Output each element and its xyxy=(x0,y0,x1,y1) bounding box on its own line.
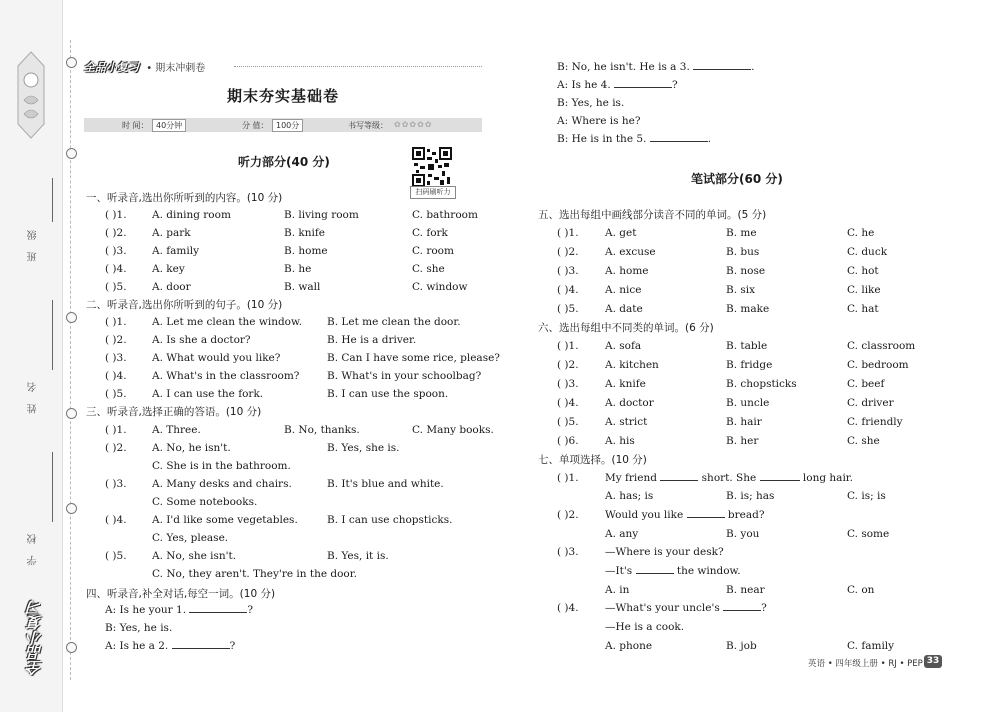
exam-info-bar xyxy=(84,118,482,132)
option-a: A. What's in the classroom? xyxy=(152,370,300,382)
question-stem: —What's your uncle's ? xyxy=(605,602,767,614)
option-c: C. bedroom xyxy=(847,359,909,371)
brand-logo: 全品小复习 xyxy=(26,600,44,675)
qr-caption: 扫码刷听力 xyxy=(410,186,456,199)
option-c: C. driver xyxy=(847,397,894,409)
option-a: A. any xyxy=(605,528,639,540)
writing-grade-stars: ✿✿✿✿✿ xyxy=(394,120,433,129)
option-b: B. wall xyxy=(284,281,321,293)
question-number: ( )1. xyxy=(557,340,579,352)
option-c: C. Yes, please. xyxy=(152,532,229,544)
binding-hole xyxy=(66,503,77,514)
option-b: B. bus xyxy=(726,246,760,258)
qr-code-icon xyxy=(412,147,452,187)
option-c: C. she xyxy=(412,263,445,275)
option-a: A. strict xyxy=(605,416,648,428)
option-b: B. What's in your schoolbag? xyxy=(327,370,482,382)
option-b: B. near xyxy=(726,584,765,596)
option-c: C. bathroom xyxy=(412,209,478,221)
option-b: B. job xyxy=(726,640,757,652)
name-fill-line xyxy=(52,300,53,370)
writing-section-header: 笔试部分(60 分) xyxy=(691,172,783,186)
series-logo: 全品小复习 xyxy=(84,61,139,74)
option-a: A. has; is xyxy=(605,490,654,502)
time-value: 40分钟 xyxy=(152,119,186,132)
series-subtitle: • 期末冲刺卷 xyxy=(146,63,206,74)
class-fill-line xyxy=(52,178,53,222)
option-c: C. duck xyxy=(847,246,888,258)
option-c: C. fork xyxy=(412,227,448,239)
option-a: A. his xyxy=(605,435,635,447)
binding-hole xyxy=(66,642,77,653)
option-a: A. key xyxy=(152,263,185,275)
question-number: ( )1. xyxy=(105,209,127,221)
question-number: ( )2. xyxy=(557,359,579,371)
question-number: ( )5. xyxy=(105,388,127,400)
option-c: C. is; is xyxy=(847,490,886,502)
time-label: 时 间： xyxy=(122,121,149,130)
option-a: A. sofa xyxy=(605,340,642,352)
answer-blank[interactable] xyxy=(189,612,247,613)
option-b: B. living room xyxy=(284,209,359,221)
option-a: A. No, he isn't. xyxy=(152,442,231,454)
option-b: B. her xyxy=(726,435,759,447)
option-c: C. No, they aren't. They're in the door. xyxy=(152,568,357,580)
question-stem: My friend short. She long hair. xyxy=(605,472,854,484)
dialog-line: A: Where is he? xyxy=(557,115,641,127)
question-number: ( )5. xyxy=(557,303,579,315)
listening-section-header: 听力部分(40 分) xyxy=(238,155,330,169)
page-number: 33 xyxy=(924,655,942,668)
question-number: ( )4. xyxy=(557,602,579,614)
option-b: B. It's blue and white. xyxy=(327,478,444,490)
question-number: ( )4. xyxy=(557,397,579,409)
option-c: C. window xyxy=(412,281,468,293)
option-b: B. I can use chopsticks. xyxy=(327,514,453,526)
question-stem: Would you like bread? xyxy=(605,509,765,521)
option-c: C. family xyxy=(847,640,895,652)
question-stem: —It's the window. xyxy=(605,565,741,577)
question-number: ( )3. xyxy=(105,245,127,257)
stitch-line xyxy=(70,40,71,680)
score-label: 分 值： xyxy=(242,121,269,130)
option-b: B. fridge xyxy=(726,359,773,371)
option-a: A. date xyxy=(605,303,643,315)
dialog-line: A: Is he a 2. ? xyxy=(105,640,236,652)
option-a: A. I'd like some vegetables. xyxy=(152,514,298,526)
section-title: 六、选出每组中不同类的单词。(6 分) xyxy=(538,322,714,334)
option-b: B. I can use the spoon. xyxy=(327,388,449,400)
question-number: ( )3. xyxy=(105,352,127,364)
option-a: A. phone xyxy=(605,640,653,652)
writing-grade-label: 书写等级： xyxy=(348,121,388,130)
dialog-line: A: Is he your 1. ? xyxy=(105,604,254,616)
section-title: 三、听录音,选择正确的答语。(10 分) xyxy=(86,406,262,418)
option-c: C. Many books. xyxy=(412,424,494,436)
binding-hole xyxy=(66,57,77,68)
option-c: C. hat xyxy=(847,303,879,315)
option-a: A. excuse xyxy=(605,246,656,258)
option-b: B. hair xyxy=(726,416,762,428)
option-b: B. Let me clean the door. xyxy=(327,316,461,328)
question-number: ( )2. xyxy=(105,334,127,346)
school-label: 学 校 xyxy=(28,530,39,566)
option-a: A. nice xyxy=(605,284,642,296)
option-a: A. Three. xyxy=(152,424,201,436)
question-number: ( )1. xyxy=(105,424,127,436)
question-number: ( )2. xyxy=(105,227,127,239)
option-a: A. dining room xyxy=(152,209,231,221)
option-b: B. me xyxy=(726,227,757,239)
series-header xyxy=(84,59,482,73)
answer-blank[interactable] xyxy=(760,480,800,481)
answer-blank[interactable] xyxy=(660,480,698,481)
option-b: B. nose xyxy=(726,265,766,277)
option-b: B. Can I have some rice, please? xyxy=(327,352,500,364)
question-number: ( )4. xyxy=(557,284,579,296)
option-b: B. He is a driver. xyxy=(327,334,417,346)
option-b: B. he xyxy=(284,263,312,275)
exam-title: 期末夯实基础卷 xyxy=(226,87,339,105)
option-b: B. you xyxy=(726,528,760,540)
option-c: C. classroom xyxy=(847,340,916,352)
dialog-line: B: He is in the 5. . xyxy=(557,133,712,145)
section-title: 五、选出每组中画线部分读音不同的单词。(5 分) xyxy=(538,209,767,221)
option-b: B. No, thanks. xyxy=(284,424,360,436)
option-b: B. six xyxy=(726,284,756,296)
dialog-line: B: Yes, he is. xyxy=(105,622,173,634)
option-a: A. kitchen xyxy=(605,359,659,371)
score-value: 100分 xyxy=(272,119,303,132)
ornament-icon xyxy=(14,50,48,140)
question-number: ( )1. xyxy=(557,472,579,484)
option-b: B. Yes, it is. xyxy=(327,550,389,562)
answer-blank[interactable] xyxy=(636,573,674,574)
option-a: A. home xyxy=(605,265,649,277)
dialog-line: B: Yes, he is. xyxy=(557,97,625,109)
option-a: A. doctor xyxy=(605,397,654,409)
option-b: B. make xyxy=(726,303,770,315)
question-number: ( )5. xyxy=(557,416,579,428)
question-number: ( )1. xyxy=(557,227,579,239)
binding-hole xyxy=(66,408,77,419)
option-b: B. home xyxy=(284,245,328,257)
dialog-line: B: No, he isn't. He is a 3. . xyxy=(557,61,755,73)
option-c: C. she xyxy=(847,435,880,447)
answer-blank[interactable] xyxy=(693,69,751,70)
option-a: A. knife xyxy=(605,378,646,390)
question-number: ( )3. xyxy=(105,478,127,490)
option-b: B. chopsticks xyxy=(726,378,797,390)
binding-hole xyxy=(66,312,77,323)
question-stem: —He is a cook. xyxy=(605,621,685,633)
question-number: ( )2. xyxy=(105,442,127,454)
option-c: C. She is in the bathroom. xyxy=(152,460,291,472)
question-number: ( )5. xyxy=(105,281,127,293)
option-a: A. Let me clean the window. xyxy=(152,316,303,328)
option-b: B. Yes, she is. xyxy=(327,442,400,454)
question-number: ( )4. xyxy=(105,370,127,382)
option-c: C. friendly xyxy=(847,416,903,428)
question-number: ( )3. xyxy=(557,265,579,277)
question-number: ( )4. xyxy=(105,263,127,275)
dialog-line: A: Is he 4. ? xyxy=(557,79,678,91)
option-a: A. What would you like? xyxy=(152,352,281,364)
section-title: 四、听录音,补全对话,每空一词。(10 分) xyxy=(86,588,276,600)
option-a: A. Is she a doctor? xyxy=(152,334,251,346)
name-label: 姓 名 xyxy=(28,378,39,414)
option-a: A. I can use the fork. xyxy=(152,388,264,400)
option-c: C. like xyxy=(847,284,881,296)
class-label: 班 级 xyxy=(28,226,39,262)
option-a: A. family xyxy=(152,245,200,257)
answer-blank[interactable] xyxy=(687,517,725,518)
question-number: ( )1. xyxy=(105,316,127,328)
question-number: ( )3. xyxy=(557,546,579,558)
option-b: B. uncle xyxy=(726,397,770,409)
answer-blank[interactable] xyxy=(172,648,230,649)
question-stem: —Where is your desk? xyxy=(605,546,724,558)
question-number: ( )2. xyxy=(557,246,579,258)
option-a: A. get xyxy=(605,227,637,239)
question-number: ( )6. xyxy=(557,435,579,447)
option-c: C. some xyxy=(847,528,890,540)
question-number: ( )4. xyxy=(105,514,127,526)
option-b: B. knife xyxy=(284,227,325,239)
section-title: 二、听录音,选出你所听到的句子。(10 分) xyxy=(86,299,283,311)
section-title: 一、听录音,选出你所听到的内容。(10 分) xyxy=(86,192,283,204)
binding-spine xyxy=(0,0,63,712)
option-b: B. is; has xyxy=(726,490,775,502)
question-number: ( )5. xyxy=(105,550,127,562)
option-b: B. table xyxy=(726,340,768,352)
option-c: C. room xyxy=(412,245,454,257)
option-c: C. Some notebooks. xyxy=(152,496,258,508)
answer-blank[interactable] xyxy=(650,141,708,142)
option-c: C. beef xyxy=(847,378,885,390)
answer-blank[interactable] xyxy=(723,610,761,611)
option-a: A. door xyxy=(152,281,191,293)
binding-hole xyxy=(66,148,77,159)
option-c: C. he xyxy=(847,227,875,239)
option-c: C. hot xyxy=(847,265,879,277)
option-a: A. park xyxy=(152,227,191,239)
option-c: C. on xyxy=(847,584,875,596)
section-title: 七、单项选择。(10 分) xyxy=(538,454,647,466)
footer-text: 英语 • 四年级上册 • RJ • PEP xyxy=(808,659,923,669)
answer-blank[interactable] xyxy=(614,87,672,88)
option-a: A. No, she isn't. xyxy=(152,550,237,562)
question-number: ( )2. xyxy=(557,509,579,521)
header-dotted-rule xyxy=(234,66,482,67)
school-fill-line xyxy=(52,452,53,522)
option-a: A. in xyxy=(605,584,630,596)
option-a: A. Many desks and chairs. xyxy=(152,478,292,490)
question-number: ( )3. xyxy=(557,378,579,390)
